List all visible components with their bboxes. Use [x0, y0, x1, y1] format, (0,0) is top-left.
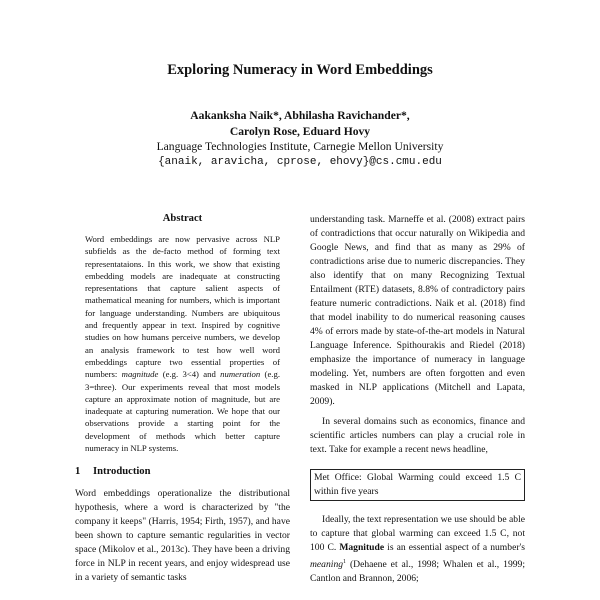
intro-body: [75, 487, 290, 585]
paper-title: Exploring Numeracy in Word Embeddings: [167, 62, 433, 78]
author-block: [0, 108, 600, 170]
right-column-body: [310, 213, 525, 457]
intro-section-title: Introduction: [93, 466, 151, 478]
right-paragraph-2: In several domains such as economics, finance and scientific articles numbers can play a crucial role in text. Take for example a recent news headline,: [310, 416, 525, 455]
para3-bold-magnitude: Magnitude: [339, 542, 385, 553]
authors-line-2: Carolyn Rose, Eduard Hovy: [229, 124, 371, 138]
right-paragraph-1: understanding task. Marneffe et al. (2008) extract pairs of contradictions that occur naturally on Wikipedia and Google News, and find that as many as 29% of contradictions arise due to numeric discrepancies. They also identify that on many Recognizing Textual Entailment (RTE) datasets, 8.8% of contradictory pairs feature numeric contradictions. Naik et al. (2018) find that model inability to do numerical reasoning causes 4% of errors made by state-of-the-art models in Natural Language Inference. Spithourakis and Riedel (2018) emphasize the importance of numeracy in language modeling. Yet, numbers are often forgotten and even masked in NLP applications (Mitchell and Lapata, 2009).: [310, 214, 525, 407]
abstract-body: [75, 233, 290, 454]
abstract-term-numeration: numeration: [220, 369, 261, 380]
right-column: [310, 213, 525, 586]
intro-heading: [75, 466, 290, 477]
abstract-term-magnitude: magnitude: [121, 369, 159, 380]
intro-section-number: 1: [75, 466, 81, 478]
para3-italic-meaning: meaning: [310, 559, 344, 571]
left-column: [75, 213, 290, 585]
headline-quote-box: Met Office: Global Warming could exceed 1.5 C within five years: [310, 469, 525, 501]
abstract-text-1: Word embeddings are now pervasive across NLP subfields as the de-facto method of forming text representataions. In this work, we show that existing embedding models are inadequate at constructing representations that capture salient aspects of mathematical meaning for numbers, which is important for language understanding. Numbers are ubiquitous and frequently appear in text. Inspired by cognitive studies on how humans perceive numbers, we develop an analysis framework to test how well word embeddings capture two essential properties of numbers:: [85, 234, 280, 380]
intro-paragraph: Word embeddings operationalize the distributional hypothesis, where a word is characterized by "the company it keeps" (Harris, 1954; Firth, 1957), and have been shown to capture semantic regularities in vector space (Mikolov et al., 2013c). They have been a driving force in NLP in recent years, and enjoy widespread use in a variety of semantic tasks: [75, 488, 290, 584]
para3-text-3: (Dehaene et al., 1998; Whalen et al., 1999; Cantlon and Brannon, 2006;: [310, 559, 525, 585]
affiliation: Language Technologies Institute, Carnegie Mellon University: [156, 140, 444, 153]
abstract-heading: Abstract: [162, 213, 203, 224]
abstract-text-3: (e.g. 3=three). Our experiments reveal that most models capture an approximate notion of magnitude, but are inadequate at capturing numeration. We hope that our observations provide a starting point for the development of methods which better capture numeracy in NLP systems.: [85, 369, 280, 454]
para3-text-2: is an essential aspect of a number's: [384, 542, 525, 553]
authors-line-1: Aakanksha Naik*, Abhilasha Ravichander*,: [190, 109, 410, 122]
footnote-marker: 1: [343, 559, 347, 565]
right-column-body-2: [310, 513, 525, 586]
para3-text-1: Ideally, the text representation we use should be able to capture that global warming can exceed 1.5 C, not 100 C.: [310, 514, 525, 553]
abstract-text-2: (e.g. 3<4) and: [158, 369, 221, 380]
author-emails: {anaik, aravicha, cprose, ehovy}@cs.cmu.edu: [158, 155, 442, 168]
right-paragraph-3: [310, 513, 525, 586]
